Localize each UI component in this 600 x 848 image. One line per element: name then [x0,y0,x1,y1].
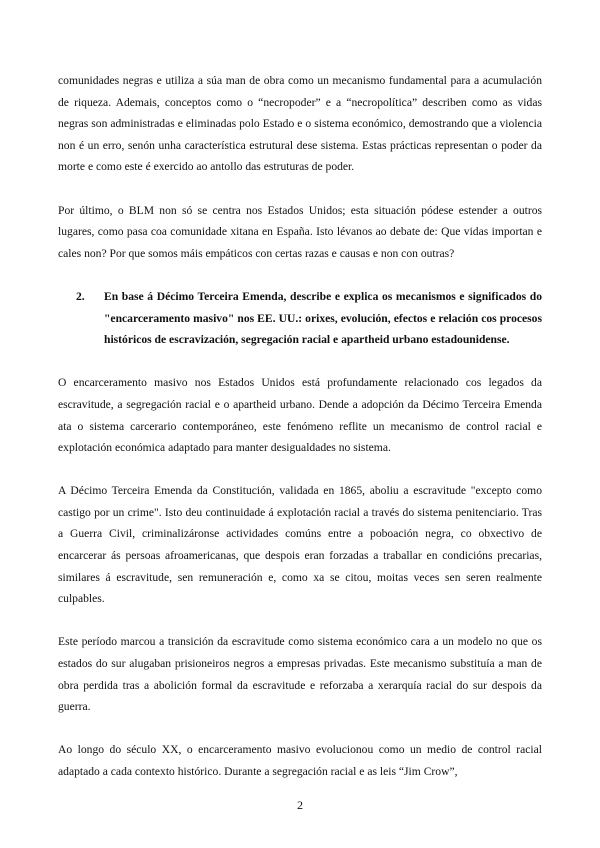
answer-paragraph-twentieth-century: Ao longo do século XX, o encarceramento masivo evolucionou como un medio de control racial adaptado a cada contexto histórico. Durante a segregación racial e as leis “Jim Crow”, [58,743,542,778]
answer-paragraph-transition: Este período marcou a transición da escravitude como sistema económico cara a un modelo no que os estados do sur alugaban prisioneiros negros a empresas privadas. Este mecanismo substituía a man de obra perdida tras a abolición formal da escravitude e reforzaba a xerarquía racial do sur despois da guerra. [58,635,542,714]
question-text: En base á Décimo Terceira Emenda, describe e explica os mecanismos e significados do "encarceramento masivo" nos EE. UU.: orixes, evolución, efectos e relación cos procesos históricos de escravización, segregación racial e apartheid urbano estadounidense. [104,289,542,347]
answer-paragraph-thirteenth-amendment: A Décimo Terceira Emenda da Constitución, validada en 1865, aboliu a escravitude "excepto como castigo por un crime". Isto deu continuidade á explotación racial a través do sistema penitenciario. Tras a Guerra Civil, criminalizáronse actividades comúns entre a poboación negra, co obxectivo de encarcerar ás persoas afroamericanas, que despois eran forzadas a traballar en condicións precarias, similares á escravitude, sen remuneración e, como xa se citou, moitas veces sen seren realmente culpables. [58,484,542,606]
document-body [58,70,542,783]
answer-paragraph-intro: O encarceramento masivo nos Estados Unidos está profundamente relacionado cos legados da escravitude, a segregación racial e o apartheid urbano. Dende a adopción da Décimo Terceira Emenda ata o sistema carcerario contemporáneo, este fenómeno reflite un mecanismo de control racial e explotación económica adaptado para manter desigualdades no sistema. [58,376,542,455]
paragraph-blm: Por último, o BLM non só se centra nos Estados Unidos; esta situación pódese estender a outros lugares, como pasa coa comunidade xitana en España. Isto lévanos ao debate de: Que vidas importan e cales non? Por que somos máis empáticos con certas razas e causas e non con outras? [58,203,542,260]
page-number: 2 [297,798,303,812]
paragraph-necropolitics: comunidades negras e utiliza a súa man de obra como un mecanismo fundamental para a acumulación de riqueza. Ademais, conceptos como o “necropoder” e a “necropolítica” describen como as vidas negras son administradas e eliminadas polo Estado e o sistema económico, demostrando que a violencia non é un erro, senón unha característica estrutural dese sistema. Estas prácticas representan o poder da morte e como este é exercido ao antollo das estruturas de poder. [58,74,542,174]
question-number: 2. [76,289,85,303]
question-item [58,286,542,351]
